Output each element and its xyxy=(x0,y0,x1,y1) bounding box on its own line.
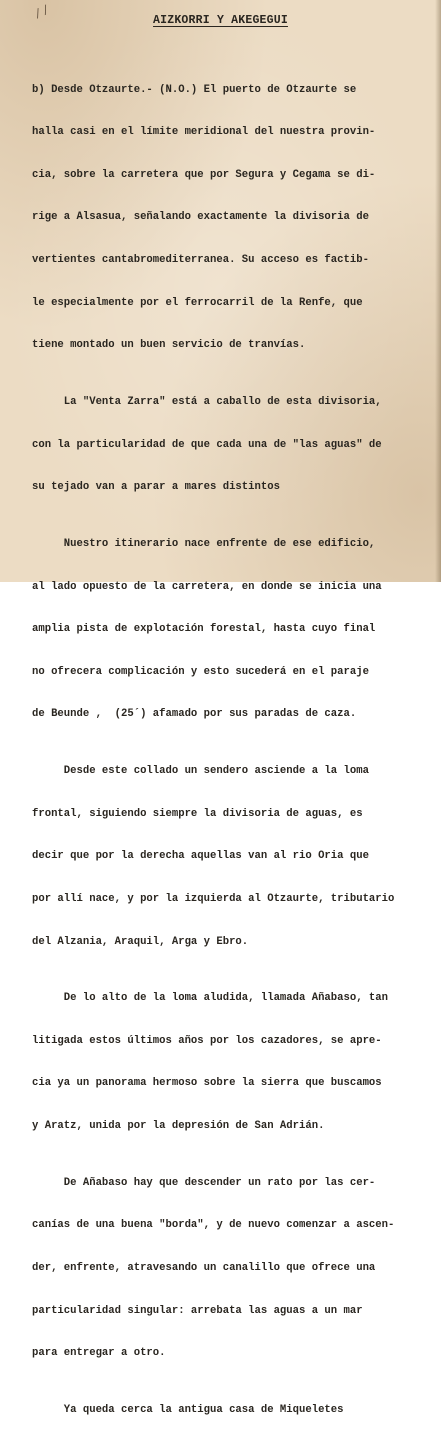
text-line: cia, sobre la carretera que por Segura y Cegama se di- xyxy=(32,168,376,181)
text-line: particularidad singular: arrebata las aguas a un mar xyxy=(32,1304,363,1317)
text-line: Ya queda cerca la antigua casa de Miqueletes xyxy=(32,1404,344,1417)
text-line: y Aratz, unida por la depresión de San Adrián. xyxy=(32,1120,325,1133)
text-line: frontal, siguiendo siempre la divisoria de aguas, es xyxy=(32,807,363,820)
text-line: De Añabaso hay que descender un rato por las cer- xyxy=(32,1176,376,1189)
text-line: decir que por la derecha aquellas van al rio Oria que xyxy=(32,850,369,863)
text-line: de Beunde , (25´) afamado por sus paradas de caza. xyxy=(32,708,357,721)
text-line: litigada estos últimos años por los cazadores, se apre- xyxy=(32,1034,382,1047)
document-body xyxy=(32,40,432,1446)
text-line: vertientes cantabromediterranea. Su acceso es factib- xyxy=(32,253,369,266)
page-title-text: AIZKORRI Y AKEGEGUI xyxy=(153,14,288,27)
text-line: para entregar a otro. xyxy=(32,1347,166,1360)
text-line: amplia pista de explotación forestal, hasta cuyo final xyxy=(32,623,376,636)
page-title xyxy=(0,14,441,27)
text-line: b) Desde Otzaurte.- (N.O.) El puerto de Otzaurte se xyxy=(32,83,357,96)
page-edge-shadow xyxy=(435,0,441,582)
text-line: De lo alto de la loma aludida, llamada Añabaso, tan xyxy=(32,992,389,1005)
text-line: La "Venta Zarra" está a caballo de esta divisoria, xyxy=(32,395,382,408)
text-line: halla casi en el límite meridional del nuestra provin- xyxy=(32,126,376,139)
text-line: no ofrecera complicación y esto sucederá en el paraje xyxy=(32,665,369,678)
text-line: con la particularidad de que cada una de "las aguas" de xyxy=(32,438,382,451)
text-line: al lado opuesto de la carretera, en donde se inicia una xyxy=(32,580,382,593)
text-line: su tejado van a parar a mares distintos xyxy=(32,481,280,494)
text-line: rige a Alsasua, señalando exactamente la divisoria de xyxy=(32,211,369,224)
text-line: Desde este collado un sendero asciende a la loma xyxy=(32,765,369,778)
text-line: cia ya un panorama hermoso sobre la sierra que buscamos xyxy=(32,1077,382,1090)
text-line: Nuestro itinerario nace enfrente de ese edificio, xyxy=(32,537,376,550)
text-line: del Alzania, Araquil, Arga y Ebro. xyxy=(32,935,249,948)
text-line: canías de una buena "borda", y de nuevo comenzar a ascen- xyxy=(32,1219,395,1232)
text-line: der, enfrente, atravesando un canalillo que ofrece una xyxy=(32,1262,376,1275)
text-line: tiene montado un buen servicio de tranvías. xyxy=(32,339,306,352)
text-line: por allí nace, y por la izquierda al Otzaurte, tributario xyxy=(32,892,395,905)
ink-mark-icon: ⁄⁄ xyxy=(31,2,54,24)
text-line: le especialmente por el ferrocarril de la Renfe, que xyxy=(32,296,363,309)
